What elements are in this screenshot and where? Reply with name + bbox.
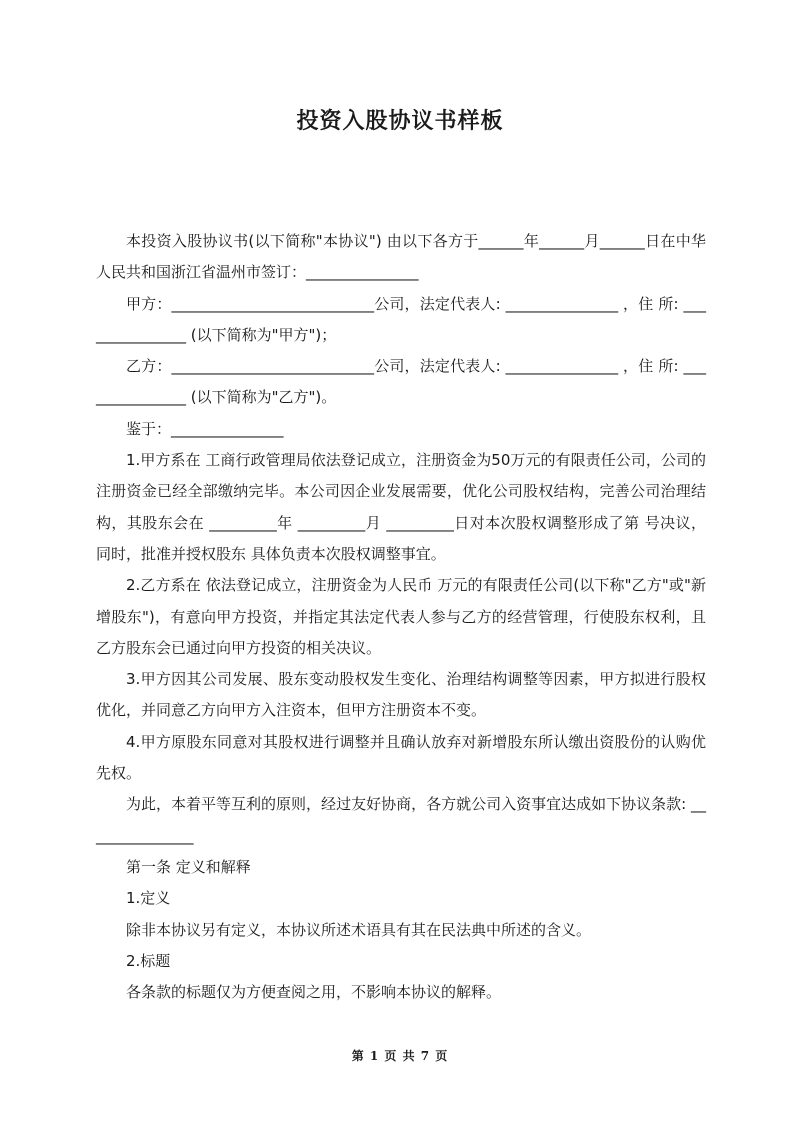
party-b-paragraph: 乙方：___________________________公司，法定代表人: _______________ ，住 所: _______________ (以下简称为"乙方")。 xyxy=(96,357,706,407)
intro-paragraph: 本投资入股协议书(以下简称"本协议") 由以下各方于______年______月______日在中华人民共和国浙江省温州市签订：_______________ xyxy=(96,232,706,282)
document-title: 投资入股协议书样板 xyxy=(296,109,504,134)
article-1-heading: 第一条 定义和解释 xyxy=(126,857,251,876)
agreement-intro-paragraph: 为此，本着平等互利的原则，经过友好协商，各方就公司入资事宜达成如下协议条款: _______________ xyxy=(96,795,706,845)
page-number-footer: 第 1 页 共 7 页 xyxy=(351,1049,449,1063)
recital-4-paragraph: 4.甲方原股东同意对其股权进行调整并且确认放弃对新增股东所认缴出资股份的认购优先权。 xyxy=(96,732,706,783)
recital-3-paragraph: 3.甲方因其公司发展、股东变动股权发生变化、治理结构调整等因素，甲方拟进行股权优化，并同意乙方向甲方入注资本，但甲方注册资本不变。 xyxy=(96,670,706,720)
party-a-paragraph: 甲方：___________________________公司，法定代表人: _______________ ，住 所: _______________ (以下简称为"甲方")； xyxy=(96,294,706,344)
section-title-heading: 2.标题 xyxy=(126,951,171,970)
recital-1-paragraph: 1.甲方系在 工商行政管理局依法登记成立，注册资金为50万元的有限责任公司，公司的注册资金已经全部缴纳完毕。本公司因企业发展需要，优化公司股权结构，完善公司治理结构，其股东会在 _________年 _________月 _________日对本次股权调整形成了第 号决议，同时，批准并授权股东 具体负责本次股权调整事宜。 xyxy=(96,451,706,563)
section-definition-heading: 1.定义 xyxy=(126,889,171,908)
document-body xyxy=(96,226,706,1008)
recital-2-paragraph: 2.乙方系在 依法登记成立，注册资金为人民币 万元的有限责任公司(以下称"乙方"或"新增股东")，有意向甲方投资，并指定其法定代表人参与乙方的经营管理，行使股东权利，且乙方股东会已通过向甲方投资的相关决议。 xyxy=(96,576,706,657)
definition-paragraph: 除非本协议另有定义，本协议所述术语具有其在民法典中所述的含义。 xyxy=(126,920,592,939)
whereas-paragraph: 鉴于：_______________ xyxy=(126,419,284,438)
title-paragraph: 各条款的标题仅为方便查阅之用，不影响本协议的解释。 xyxy=(126,983,502,1002)
